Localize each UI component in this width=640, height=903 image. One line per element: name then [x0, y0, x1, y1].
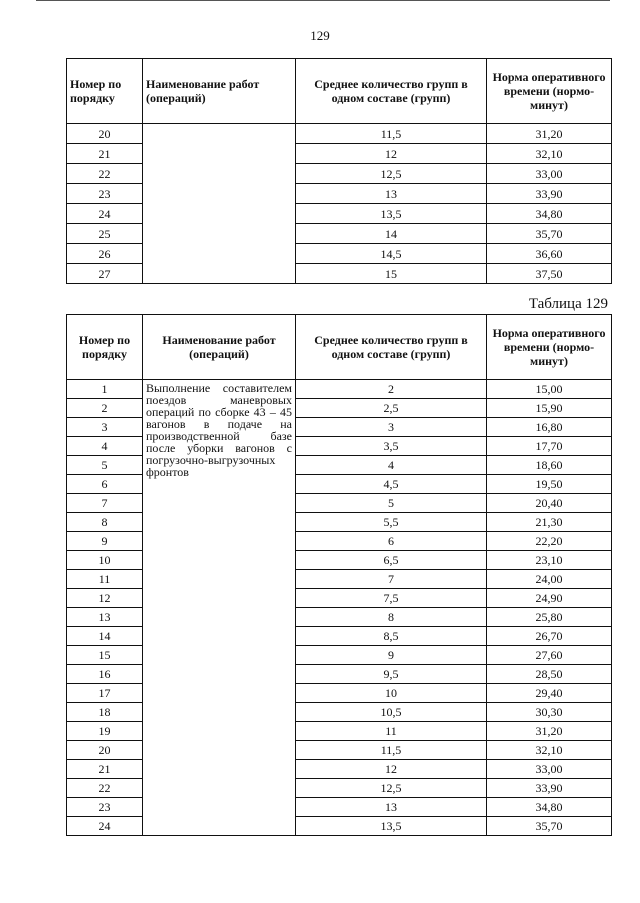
table-row	[67, 124, 612, 144]
norms-table-continued	[66, 58, 612, 284]
norm-value: 35,70	[487, 224, 612, 244]
row-number: 8	[67, 513, 143, 532]
header-norm: Норма оперативного времени (нормо-минут)	[487, 59, 612, 124]
row-number: 11	[67, 570, 143, 589]
page-top-border	[36, 0, 610, 1]
groups-value: 3	[296, 418, 487, 437]
table-header-row	[67, 315, 612, 380]
row-number: 14	[67, 627, 143, 646]
groups-value: 6	[296, 532, 487, 551]
table-header-row	[67, 59, 612, 124]
header-groups: Среднее количество групп в одном составе (групп)	[296, 315, 487, 380]
groups-value: 9,5	[296, 665, 487, 684]
norm-value: 30,30	[487, 703, 612, 722]
norm-value: 25,80	[487, 608, 612, 627]
norm-value: 26,70	[487, 627, 612, 646]
table-row	[67, 380, 612, 399]
header-number: Номер по порядку	[67, 59, 143, 124]
row-number: 9	[67, 532, 143, 551]
norm-value: 20,40	[487, 494, 612, 513]
norm-value: 33,90	[487, 779, 612, 798]
row-number: 2	[67, 399, 143, 418]
row-number: 20	[67, 741, 143, 760]
groups-value: 11,5	[296, 741, 487, 760]
norm-value: 37,50	[487, 264, 612, 284]
row-number: 23	[67, 798, 143, 817]
row-number: 5	[67, 456, 143, 475]
groups-value: 12	[296, 760, 487, 779]
norm-value: 24,00	[487, 570, 612, 589]
norm-value: 17,70	[487, 437, 612, 456]
row-number: 21	[67, 760, 143, 779]
norm-value: 32,10	[487, 144, 612, 164]
norm-value: 28,50	[487, 665, 612, 684]
groups-value: 2,5	[296, 399, 487, 418]
groups-value: 4	[296, 456, 487, 475]
groups-value: 4,5	[296, 475, 487, 494]
norm-value: 32,10	[487, 741, 612, 760]
norm-value: 23,10	[487, 551, 612, 570]
groups-value: 6,5	[296, 551, 487, 570]
row-number: 13	[67, 608, 143, 627]
row-number: 22	[67, 164, 143, 184]
groups-value: 2	[296, 380, 487, 399]
row-number: 4	[67, 437, 143, 456]
groups-value: 14,5	[296, 244, 487, 264]
norm-value: 36,60	[487, 244, 612, 264]
norm-value: 33,00	[487, 164, 612, 184]
row-number: 25	[67, 224, 143, 244]
row-number: 26	[67, 244, 143, 264]
header-operation: Наименование работ (операций)	[143, 59, 296, 124]
row-number: 16	[67, 665, 143, 684]
operation-description	[143, 124, 296, 284]
groups-value: 13,5	[296, 817, 487, 836]
row-number: 20	[67, 124, 143, 144]
norm-value: 31,20	[487, 722, 612, 741]
norm-value: 18,60	[487, 456, 612, 475]
row-number: 24	[67, 817, 143, 836]
groups-value: 9	[296, 646, 487, 665]
row-number: 15	[67, 646, 143, 665]
groups-value: 13,5	[296, 204, 487, 224]
row-number: 24	[67, 204, 143, 224]
header-norm: Норма оперативного времени (нормо-минут)	[487, 315, 612, 380]
row-number: 6	[67, 475, 143, 494]
groups-value: 13	[296, 798, 487, 817]
row-number: 21	[67, 144, 143, 164]
table-body	[67, 124, 612, 284]
groups-value: 15	[296, 264, 487, 284]
row-number: 19	[67, 722, 143, 741]
row-number: 22	[67, 779, 143, 798]
norm-value: 24,90	[487, 589, 612, 608]
row-number: 1	[67, 380, 143, 399]
groups-value: 12,5	[296, 164, 487, 184]
norm-value: 15,00	[487, 380, 612, 399]
row-number: 10	[67, 551, 143, 570]
norm-value: 35,70	[487, 817, 612, 836]
groups-value: 10	[296, 684, 487, 703]
groups-value: 7,5	[296, 589, 487, 608]
row-number: 17	[67, 684, 143, 703]
norm-value: 34,80	[487, 798, 612, 817]
header-operation: Наименование работ (операций)	[143, 315, 296, 380]
groups-value: 11	[296, 722, 487, 741]
groups-value: 3,5	[296, 437, 487, 456]
groups-value: 12,5	[296, 779, 487, 798]
row-number: 27	[67, 264, 143, 284]
norm-value: 31,20	[487, 124, 612, 144]
page-number: 129	[310, 28, 330, 43]
groups-value: 11,5	[296, 124, 487, 144]
norm-value: 21,30	[487, 513, 612, 532]
row-number: 7	[67, 494, 143, 513]
norm-value: 16,80	[487, 418, 612, 437]
norm-value: 15,90	[487, 399, 612, 418]
table-title: Таблица 129	[528, 296, 608, 312]
operation-description: Выполнение составителем поездов маневровых операций по сборке 43 – 45 вагонов в подаче на производственной базе после уборки вагонов с погрузочно-выгрузочных фронтов	[143, 380, 296, 836]
groups-value: 8	[296, 608, 487, 627]
norm-value: 27,60	[487, 646, 612, 665]
norm-value: 19,50	[487, 475, 612, 494]
row-number: 23	[67, 184, 143, 204]
norm-value: 22,20	[487, 532, 612, 551]
groups-value: 7	[296, 570, 487, 589]
norms-table-129	[66, 314, 612, 836]
header-groups: Среднее количество групп в одном составе (групп)	[296, 59, 487, 124]
header-number: Номер по порядку	[67, 315, 143, 380]
row-number: 3	[67, 418, 143, 437]
norm-value: 33,00	[487, 760, 612, 779]
groups-value: 8,5	[296, 627, 487, 646]
groups-value: 10,5	[296, 703, 487, 722]
groups-value: 12	[296, 144, 487, 164]
row-number: 18	[67, 703, 143, 722]
norm-value: 29,40	[487, 684, 612, 703]
table-body	[67, 380, 612, 836]
row-number: 12	[67, 589, 143, 608]
groups-value: 13	[296, 184, 487, 204]
norm-value: 33,90	[487, 184, 612, 204]
groups-value: 5	[296, 494, 487, 513]
norm-value: 34,80	[487, 204, 612, 224]
groups-value: 5,5	[296, 513, 487, 532]
groups-value: 14	[296, 224, 487, 244]
